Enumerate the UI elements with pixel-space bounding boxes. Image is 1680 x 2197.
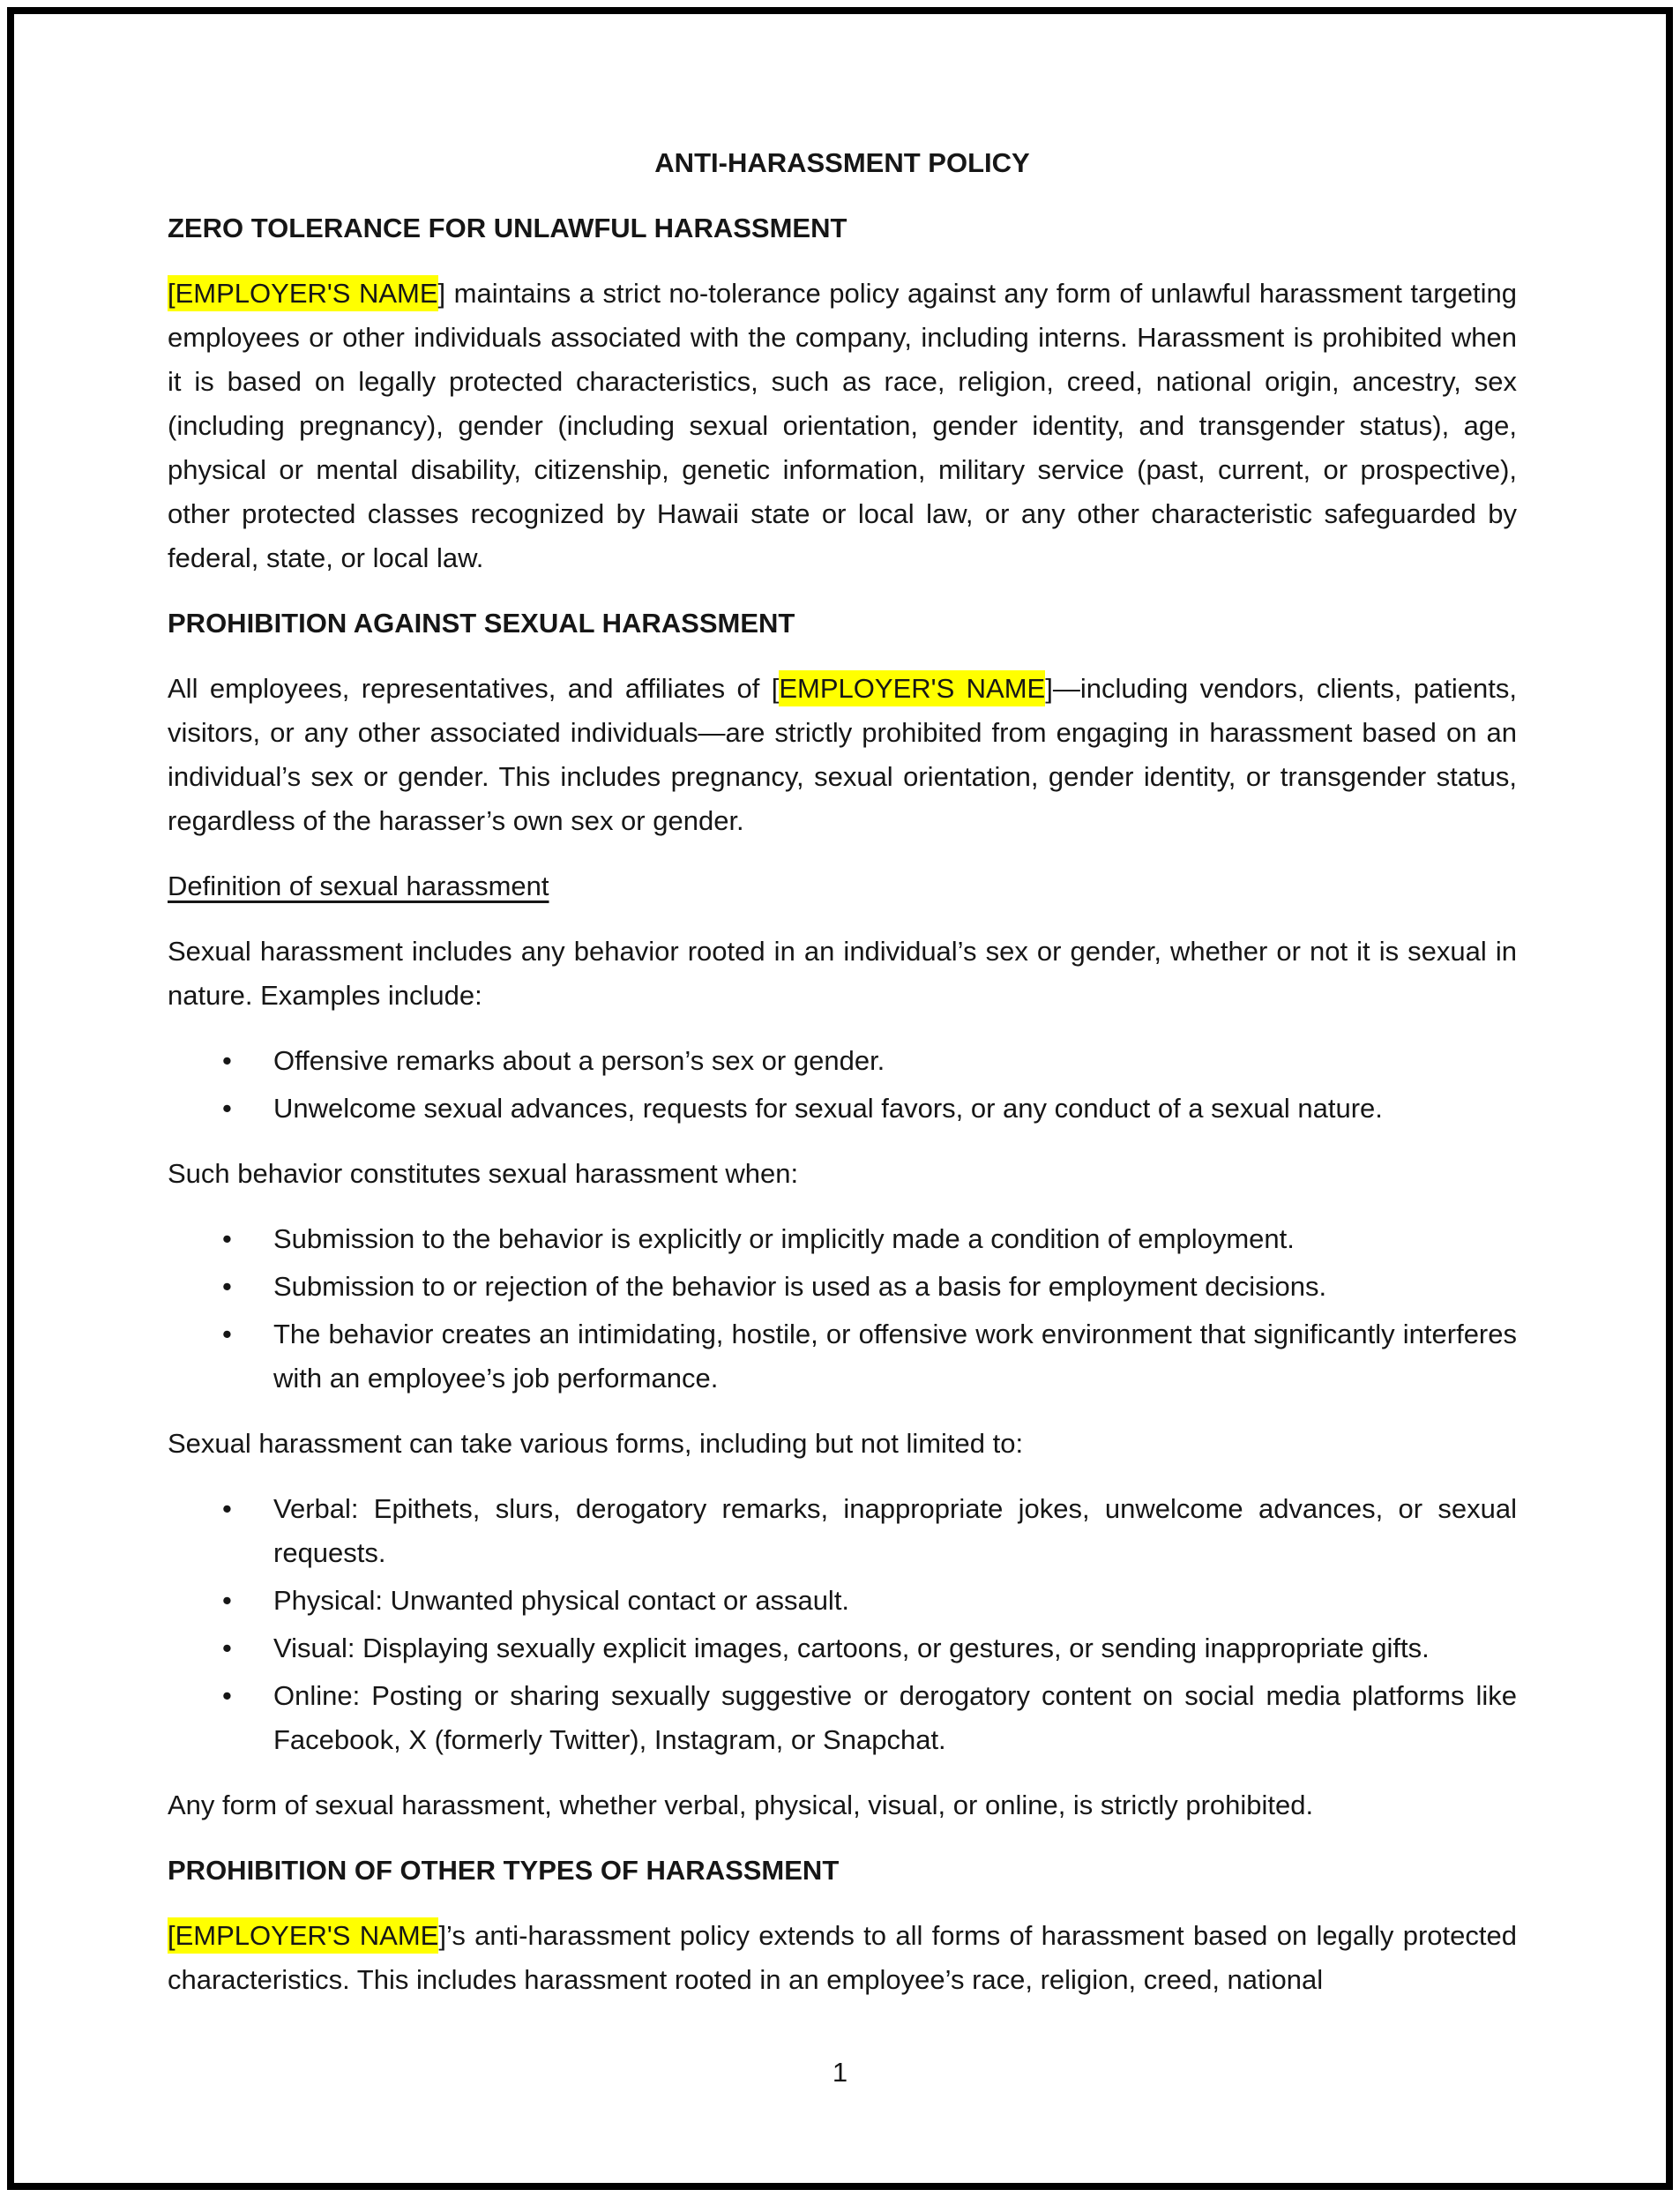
paragraph-other-harassment: [168, 1914, 1517, 2002]
list-conditions: [168, 1217, 1517, 1401]
paragraph-text: ] maintains a strict no-tolerance policy against any form of unlawful harassment targeting employees or other individuals associated with the company, including interns. Harassment is prohibited when it is based on legally protected characteristics, such as race, religion, creed, national origin, ancestry, sex (including pregnancy), gender (including sexual orientation, gender identity, and transgender status), age, physical or mental disability, citizenship, genetic information, military service (past, current, or prospective), other protected classes recognized by Hawaii state or local law, or any other characteristic safeguarded by federal, state, or local law.: [168, 278, 1518, 573]
paragraph-forms-intro: Sexual harassment can take various forms, including but not limited to:: [168, 1428, 1024, 1459]
subheading-definition: Definition of sexual harassment: [168, 871, 549, 901]
heading-other-harassment: PROHIBITION OF OTHER TYPES OF HARASSMENT: [168, 1855, 840, 1886]
heading-sexual-harassment: PROHIBITION AGAINST SEXUAL HARASSMENT: [168, 608, 795, 639]
document-content: [168, 141, 1517, 2023]
paragraph-closing: Any form of sexual harassment, whether verbal, physical, visual, or online, is strictly prohibited.: [168, 1790, 1314, 1820]
heading-zero-tolerance: ZERO TOLERANCE FOR UNLAWFUL HARASSMENT: [168, 213, 847, 243]
list-item-example: • Unwelcome sexual advances, requests for sexual favors, or any conduct of a sexual nature.: [168, 1087, 1517, 1131]
paragraph-text: ]’s anti-harassment policy extends to all forms of harassment based on legally protected characteristics. This includes harassment rooted in an employee’s race, religion, creed, national: [168, 1920, 1517, 1995]
list-item-condition: • Submission to or rejection of the behavior is used as a basis for employment decisions.: [168, 1265, 1517, 1309]
page-number: 1: [832, 2057, 848, 2088]
document-title: ANTI-HARASSMENT POLICY: [654, 147, 1030, 178]
paragraph-sexual-harassment: [168, 667, 1517, 843]
list-item-condition: • The behavior creates an intimidating, hostile, or offensive work environment that significantly interferes with an employee’s job performance.: [168, 1312, 1517, 1401]
list-item-form: • Online: Posting or sharing sexually suggestive or derogatory content on social media platforms like Facebook, X (formerly Twitter), Instagram, or Snapchat.: [168, 1674, 1517, 1762]
employer-name-highlight: [EMPLOYER'S NAME: [168, 1917, 438, 1954]
paragraph-zero-tolerance: [168, 272, 1517, 580]
employer-name-highlight: EMPLOYER'S NAME: [779, 670, 1045, 706]
paragraph-conditions-intro: Such behavior constitutes sexual harassment when:: [168, 1158, 799, 1189]
list-item-form: • Verbal: Epithets, slurs, derogatory remarks, inappropriate jokes, unwelcome advances, or sexual requests.: [168, 1487, 1517, 1575]
list-forms: [168, 1487, 1517, 1762]
employer-name-highlight: [EMPLOYER'S NAME: [168, 275, 438, 311]
list-examples: [168, 1039, 1517, 1131]
list-item-form: • Visual: Displaying sexually explicit images, cartoons, or gestures, or sending inappropriate gifts.: [168, 1626, 1517, 1670]
list-item-example: • Offensive remarks about a person’s sex or gender.: [168, 1039, 1517, 1083]
paragraph-text: ]—including vendors, clients, patients, visitors, or any other associated individuals—are strictly prohibited from engaging in harassment based on an individual’s sex or gender. This includes pregnancy, sexual orientation, gender identity, or transgender status, regardless of the harasser’s own sex or gender.: [168, 673, 1518, 836]
paragraph-definition-intro: Sexual harassment includes any behavior rooted in an individual’s sex or gender, whether or not it is sexual in nature. Examples include:: [168, 936, 1517, 1011]
list-item-condition: • Submission to the behavior is explicitly or implicitly made a condition of employment.: [168, 1217, 1517, 1261]
paragraph-text: All employees, representatives, and affiliates of [: [168, 673, 780, 704]
list-item-form: • Physical: Unwanted physical contact or assault.: [168, 1579, 1517, 1623]
